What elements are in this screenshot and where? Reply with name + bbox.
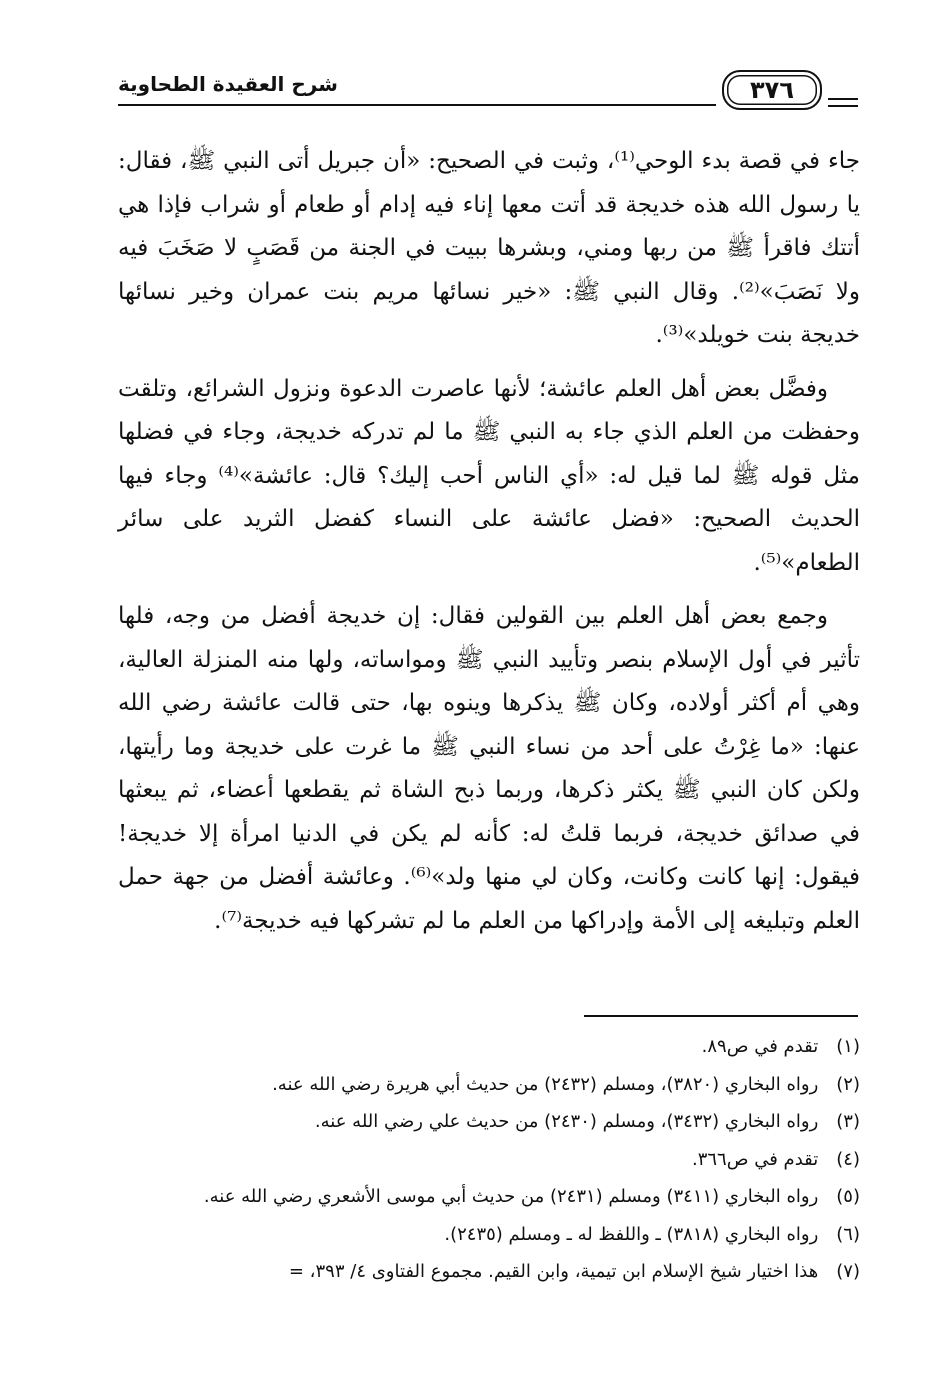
- header-rule-short-top: [828, 98, 858, 100]
- page-header: [118, 70, 858, 120]
- footnote-number: (٧): [836, 1261, 860, 1282]
- footnote-number: (٢): [836, 1073, 860, 1095]
- footnotes: [90, 1028, 860, 1291]
- footnote-text: رواه البخاري (٣٤٣٢)، ومسلم (٢٤٣٠) من حديث علي رضي الله عنه.: [314, 1111, 819, 1132]
- footnote-text: تقدم في ص٣٦٦.: [691, 1148, 819, 1170]
- footnote-item: [90, 1253, 860, 1291]
- footnote-number: (١): [836, 1036, 860, 1057]
- header-rule-short-bottom: [828, 105, 858, 107]
- footnote-text: رواه البخاري (٣٨١٨) ـ واللفظ له ـ ومسلم (٢٤٣٥).: [444, 1223, 819, 1245]
- paragraph-2: وفضَّل بعض أهل العلم عائشة؛ لأنها عاصرت الدعوة ونزول الشرائع، وتلقت وحفظت من العلم الذي جاء به النبي ﷺ ما لم تدركه خديجة، وجاء في فضلها مثل قوله ﷺ لما قيل له: «أي الناس أحب إليك؟ قال: عائشة»⁽⁴⁾ وجاء فيها الحديث الصحيح: «فضل عائشة على النساء كفضل الثريد على سائر الطعام»⁽⁵⁾.: [118, 375, 861, 576]
- footnote-text: هذا اختيار شيخ الإسلام ابن تيمية، وابن القيم. مجموع الفتاوى ٤/ ٣٩٣، =: [288, 1261, 819, 1282]
- footnote-number: (٤): [836, 1148, 860, 1170]
- footnote-item: [90, 1066, 860, 1104]
- footnote-item: [90, 1103, 860, 1141]
- footnote-number: (٦): [836, 1223, 860, 1245]
- paragraph-1: جاء في قصة بدء الوحي⁽¹⁾، وثبت في الصحيح: «أن جبريل أتى النبي ﷺ، فقال: يا رسول الله هذه خديجة قد أتت معها إناء فيه إدام أو طعام أو شراب فإذا هي أتتك فاقرأ ﷺ من ربها ومني، وبشرها ببيت في الجنة من قَصَبٍ لا صَخَبَ فيه ولا نَصَبَ»⁽²⁾. وقال النبي ﷺ: «خير نسائها مريم بنت عمران وخير نسائها خديجة بنت خويلد»⁽³⁾.: [118, 148, 861, 348]
- footnote-item: [90, 1216, 860, 1254]
- main-text: [118, 140, 860, 953]
- footnote-number: (٣): [836, 1111, 860, 1132]
- footnote-item: [90, 1141, 860, 1179]
- footnote-item: [90, 1178, 860, 1216]
- header-rule: [118, 104, 716, 106]
- footnote-divider: [584, 1015, 858, 1017]
- footnote-text: رواه البخاري (٣٨٢٠)، ومسلم (٢٤٣٢) من حديث أبي هريرة رضي الله عنه.: [272, 1073, 819, 1095]
- running-title: شرح العقيدة الطحاوية: [118, 72, 338, 96]
- page-number-badge: ٣٧٦: [722, 70, 822, 110]
- paragraph-3: وجمع بعض أهل العلم بين القولين فقال: إن خديجة أفضل من وجه، فلها تأثير في أول الإسلام بنصر وتأييد النبي ﷺ ومواساته، ولها منه المنزلة العالية، وهي أم أكثر أولاده، وكان ﷺ يذكرها وينوه بها، حتى قالت عائشة رضي الله عنها: «ما غِرْتُ على أحد من نساء النبي ﷺ ما غرت على خديجة وما رأيتها، ولكن كان النبي ﷺ يكثر ذكرها، وربما ذبح الشاة ثم يقطعها أعضاء، ثم يبعثها في صدائق خديجة، فربما قلتُ له: كأنه لم يكن في الدنيا امرأة إلا خديجة! فيقول: إنها كانت وكانت، وكان لي منها ولد»⁽⁶⁾. وعائشة أفضل من جهة حمل العلم وتبليغه إلى الأمة وإدراكها من العلم ما لم تشركها فيه خديجة⁽⁷⁾.: [118, 603, 861, 934]
- footnote-item: [90, 1028, 860, 1066]
- footnote-text: رواه البخاري (٣٤١١) ومسلم (٢٤٣١) من حديث أبي موسى الأشعري رضي الله عنه.: [203, 1186, 819, 1207]
- footnote-text: تقدم في ص٨٩.: [701, 1036, 819, 1057]
- footnote-number: (٥): [836, 1186, 860, 1207]
